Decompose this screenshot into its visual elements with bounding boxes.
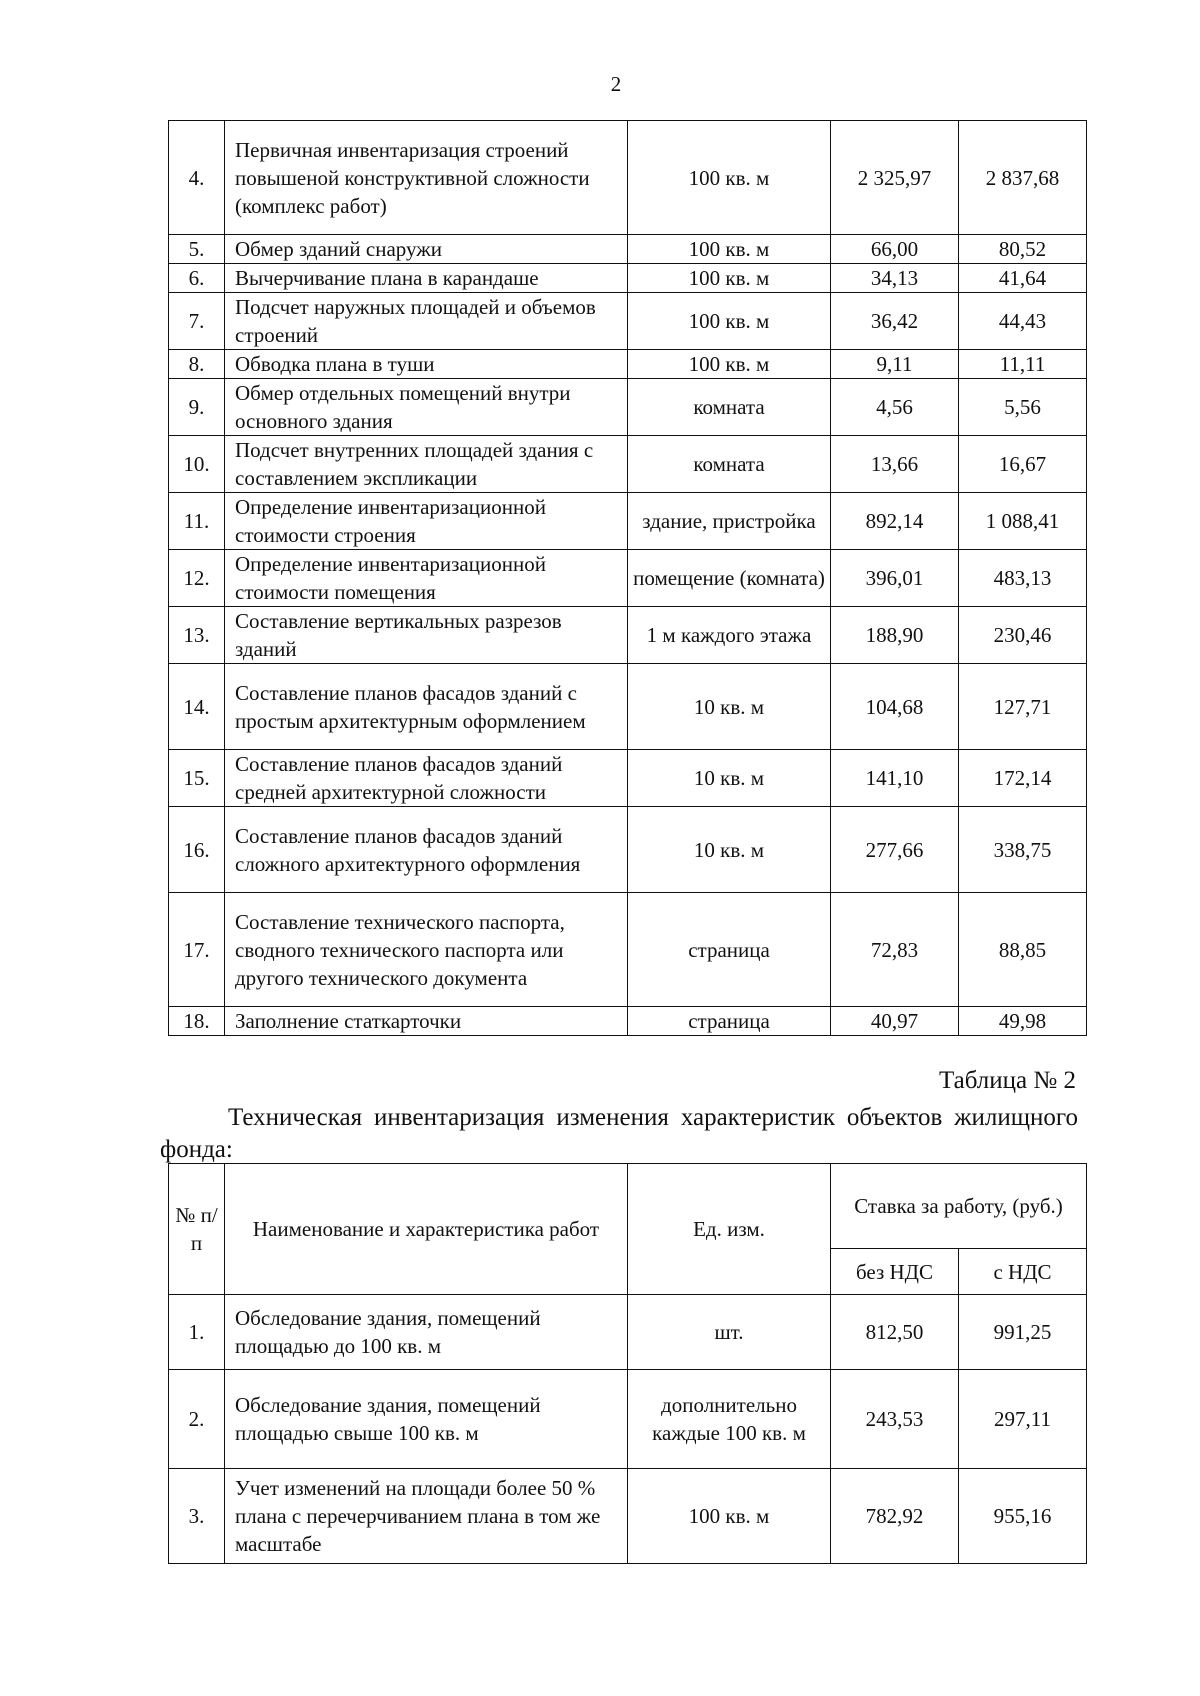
table-row	[169, 664, 1087, 750]
row-price-no-vat: 13,66	[831, 436, 959, 493]
row-name: Учет изменений на площади более 50 % плана с перечерчиванием плана в том же масштабе	[225, 1469, 628, 1564]
row-price-no-vat: 141,10	[831, 750, 959, 807]
row-unit: 1 м каждого этажа	[628, 607, 831, 664]
row-unit: 100 кв. м	[628, 350, 831, 379]
row-price-no-vat: 4,56	[831, 379, 959, 436]
row-number: 8.	[169, 350, 225, 379]
row-unit: 100 кв. м	[628, 264, 831, 293]
row-price-with-vat: 44,43	[959, 293, 1087, 350]
row-price-with-vat: 1 088,41	[959, 493, 1087, 550]
table-heading: Техническая инвентаризация изменения характеристик объектов жилищного фонда:	[160, 1104, 1078, 1163]
row-price-no-vat: 34,13	[831, 264, 959, 293]
row-price-no-vat: 66,00	[831, 235, 959, 264]
row-number: 17.	[169, 893, 225, 1007]
row-name: Составление планов фасадов зданий с простым архитектурным оформлением	[225, 664, 628, 750]
row-name: Обмер отдельных помещений внутри основного здания	[225, 379, 628, 436]
row-unit: 10 кв. м	[628, 664, 831, 750]
table-row	[169, 264, 1087, 293]
table-row	[169, 293, 1087, 350]
table-row	[169, 893, 1087, 1007]
table-row	[169, 493, 1087, 550]
row-price-with-vat: 297,11	[959, 1370, 1087, 1469]
row-unit: страница	[628, 893, 831, 1007]
row-number: 14.	[169, 664, 225, 750]
row-number: 15.	[169, 750, 225, 807]
table-caption: Таблица № 2	[938, 1067, 1076, 1094]
row-unit: комната	[628, 436, 831, 493]
row-number: 16.	[169, 807, 225, 893]
row-unit: 100 кв. м	[628, 293, 831, 350]
row-price-with-vat: 80,52	[959, 235, 1087, 264]
row-price-with-vat: 127,71	[959, 664, 1087, 750]
rates-table-2	[168, 1163, 1087, 1564]
rates-table-1	[168, 120, 1087, 1036]
table-row	[169, 550, 1087, 607]
table-row	[169, 607, 1087, 664]
row-price-no-vat: 36,42	[831, 293, 959, 350]
header-rate: Ставка за работу, (руб.)	[831, 1164, 1087, 1249]
row-price-with-vat: 991,25	[959, 1295, 1087, 1370]
row-unit: помещение (комната)	[628, 550, 831, 607]
row-number: 11.	[169, 493, 225, 550]
row-name: Подсчет наружных площадей и объемов строений	[225, 293, 628, 350]
header-no-vat: без НДС	[831, 1249, 959, 1295]
row-price-with-vat: 88,85	[959, 893, 1087, 1007]
row-name: Обводка плана в туши	[225, 350, 628, 379]
table-row	[169, 436, 1087, 493]
row-name: Обследование здания, помещений площадью до 100 кв. м	[225, 1295, 628, 1370]
row-name: Обмер зданий снаружи	[225, 235, 628, 264]
row-name: Вычерчивание плана в карандаше	[225, 264, 628, 293]
table-row	[169, 121, 1087, 235]
header-with-vat: с НДС	[959, 1249, 1087, 1295]
row-price-with-vat: 2 837,68	[959, 121, 1087, 235]
row-number: 10.	[169, 436, 225, 493]
row-price-no-vat: 2 325,97	[831, 121, 959, 235]
row-name: Первичная инвентаризация строений повышеной конструктивной сложности (комплекс работ)	[225, 121, 628, 235]
row-number: 3.	[169, 1469, 225, 1564]
table-row	[169, 807, 1087, 893]
row-name: Определение инвентаризационной стоимости помещения	[225, 550, 628, 607]
row-number: 18.	[169, 1007, 225, 1036]
header-name: Наименование и характеристика работ	[225, 1164, 628, 1295]
row-price-no-vat: 812,50	[831, 1295, 959, 1370]
row-unit: комната	[628, 379, 831, 436]
row-number: 2.	[169, 1370, 225, 1469]
header-num: № п/п	[169, 1164, 225, 1295]
row-name: Подсчет внутренних площадей здания с составлением экспликации	[225, 436, 628, 493]
table-row	[169, 350, 1087, 379]
table-row	[169, 235, 1087, 264]
header-unit: Ед. изм.	[628, 1164, 831, 1295]
row-price-no-vat: 892,14	[831, 493, 959, 550]
table-row	[169, 1469, 1087, 1564]
row-number: 1.	[169, 1295, 225, 1370]
table-row	[169, 379, 1087, 436]
row-number: 9.	[169, 379, 225, 436]
row-name: Составление технического паспорта, сводного технического паспорта или другого технического документа	[225, 893, 628, 1007]
table-row	[169, 750, 1087, 807]
row-price-no-vat: 9,11	[831, 350, 959, 379]
row-price-no-vat: 40,97	[831, 1007, 959, 1036]
row-unit: дополнительно каждые 100 кв. м	[628, 1370, 831, 1469]
row-number: 13.	[169, 607, 225, 664]
row-name: Заполнение статкарточки	[225, 1007, 628, 1036]
row-price-no-vat: 277,66	[831, 807, 959, 893]
row-price-no-vat: 188,90	[831, 607, 959, 664]
row-price-with-vat: 230,46	[959, 607, 1087, 664]
row-price-no-vat: 243,53	[831, 1370, 959, 1469]
row-name: Составление планов фасадов зданий сложного архитектурного оформления	[225, 807, 628, 893]
row-unit: шт.	[628, 1295, 831, 1370]
page-number: 2	[610, 72, 622, 96]
row-unit: 100 кв. м	[628, 235, 831, 264]
row-number: 7.	[169, 293, 225, 350]
row-price-with-vat: 5,56	[959, 379, 1087, 436]
row-number: 4.	[169, 121, 225, 235]
row-number: 5.	[169, 235, 225, 264]
row-price-with-vat: 41,64	[959, 264, 1087, 293]
row-name: Составление вертикальных разрезов зданий	[225, 607, 628, 664]
row-price-with-vat: 483,13	[959, 550, 1087, 607]
row-number: 6.	[169, 264, 225, 293]
table-row	[169, 1370, 1087, 1469]
row-price-with-vat: 16,67	[959, 436, 1087, 493]
row-unit: 100 кв. м	[628, 1469, 831, 1564]
row-unit: 100 кв. м	[628, 121, 831, 235]
row-price-with-vat: 955,16	[959, 1469, 1087, 1564]
row-number: 12.	[169, 550, 225, 607]
row-name: Составление планов фасадов зданий средней архитектурной сложности	[225, 750, 628, 807]
row-price-no-vat: 72,83	[831, 893, 959, 1007]
row-unit: здание, пристройка	[628, 493, 831, 550]
row-name: Обследование здания, помещений площадью свыше 100 кв. м	[225, 1370, 628, 1469]
row-name: Определение инвентаризационной стоимости строения	[225, 493, 628, 550]
row-price-no-vat: 396,01	[831, 550, 959, 607]
row-price-with-vat: 11,11	[959, 350, 1087, 379]
table-row	[169, 1007, 1087, 1036]
row-price-with-vat: 172,14	[959, 750, 1087, 807]
table-row	[169, 1295, 1087, 1370]
row-price-with-vat: 338,75	[959, 807, 1087, 893]
row-unit: 10 кв. м	[628, 807, 831, 893]
row-price-with-vat: 49,98	[959, 1007, 1087, 1036]
row-unit: 10 кв. м	[628, 750, 831, 807]
row-unit: страница	[628, 1007, 831, 1036]
row-price-no-vat: 782,92	[831, 1469, 959, 1564]
row-price-no-vat: 104,68	[831, 664, 959, 750]
